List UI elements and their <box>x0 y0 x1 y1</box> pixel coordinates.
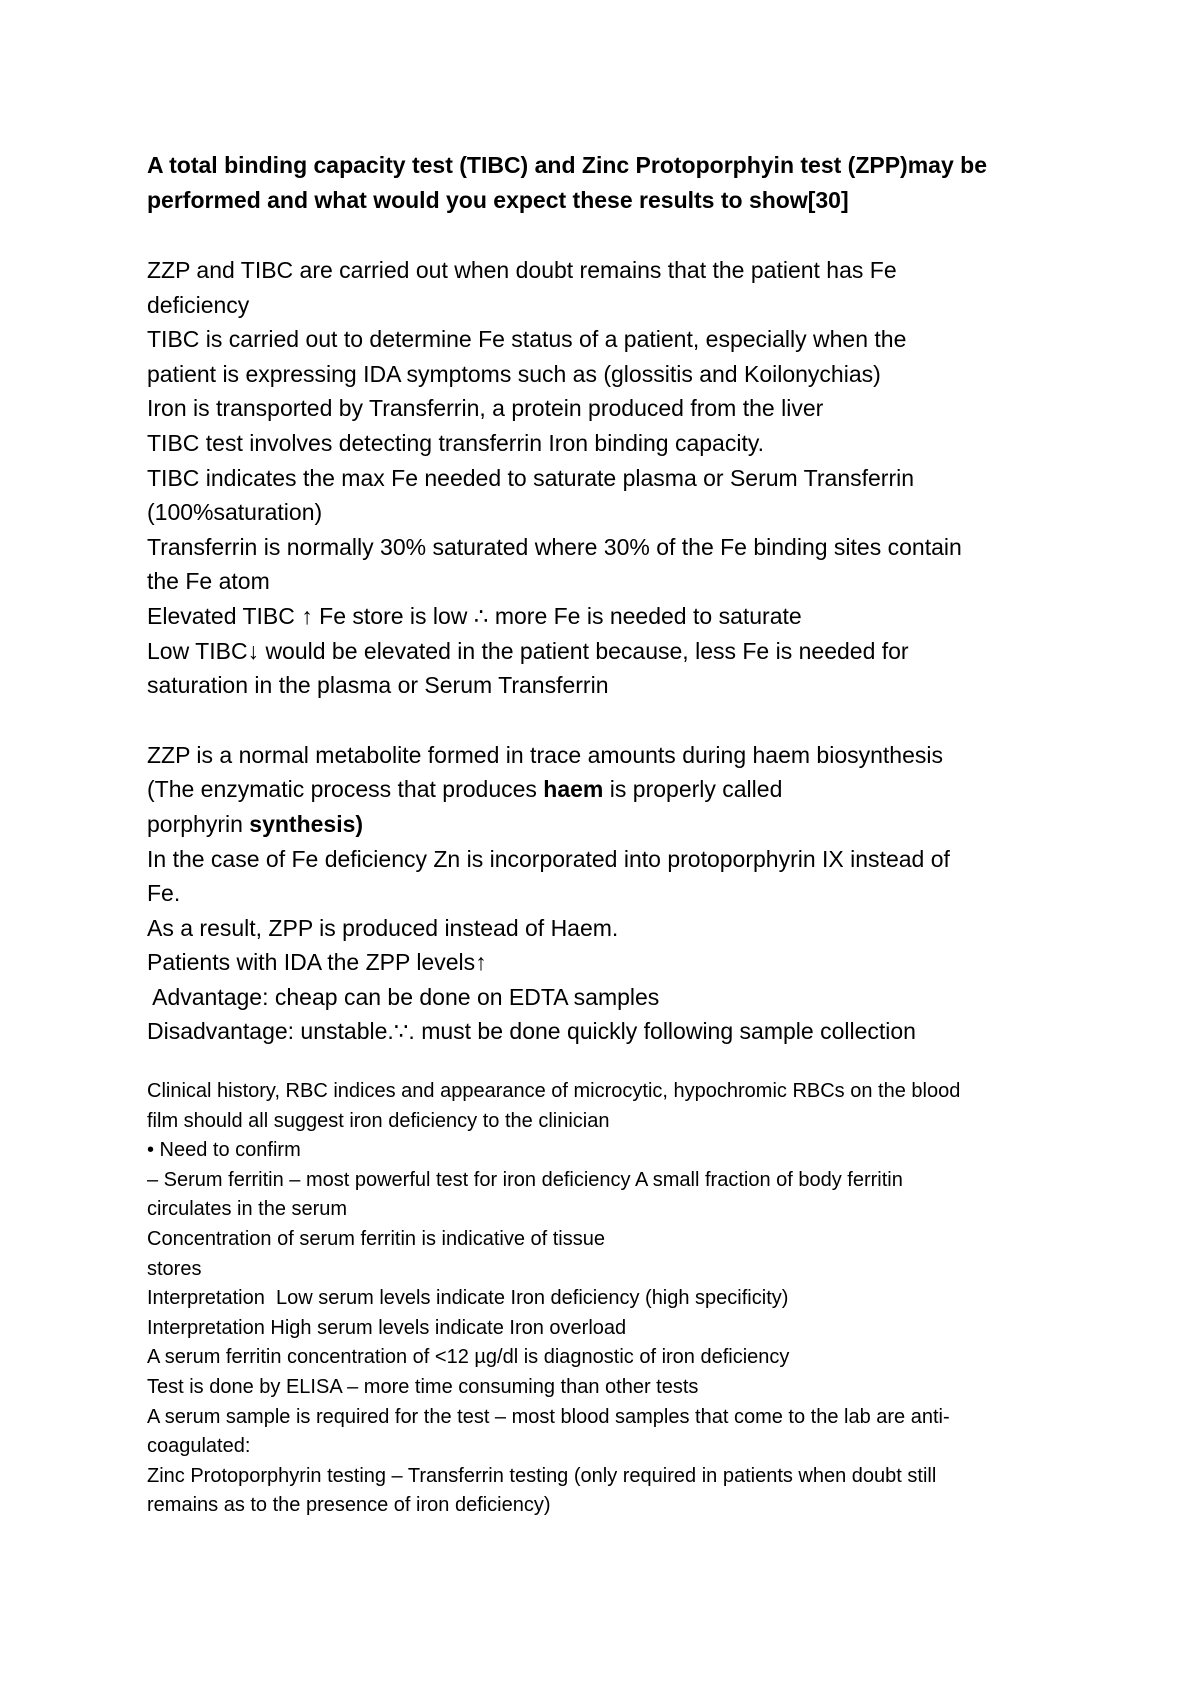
text-fragment: porphyrin <box>147 810 250 837</box>
text-line: ZZP and TIBC are carried out when doubt remains that the patient has Fe <box>147 257 897 283</box>
text-line: saturation in the plasma or Serum Transferrin <box>147 672 609 699</box>
text-line: coagulated: <box>147 1435 251 1458</box>
text-line: Fe. <box>147 880 181 907</box>
question-heading <box>147 148 1087 218</box>
text-line: patient is expressing IDA symptoms such as (glossitis and Koilonychias) <box>147 360 881 387</box>
text-line: the Fe atom <box>147 568 270 595</box>
bold-term: haem <box>543 776 604 803</box>
text-line: Disadvantage: unstable.∵. must be done quickly following sample collection <box>147 1018 916 1045</box>
text-line: Advantage: cheap can be done on EDTA samples <box>147 983 660 1010</box>
text-line: ZZP is a normal metabolite formed in trace amounts during haem biosynthesis <box>147 741 944 768</box>
text-line: • Need to confirm <box>147 1139 301 1162</box>
text-line: Patients with IDA the ZPP levels↑ <box>147 949 487 976</box>
ferritin-section <box>147 1077 1087 1521</box>
text-line: As a result, ZPP is produced instead of Haem. <box>147 914 619 941</box>
text-line <box>147 772 1087 807</box>
text-line: Elevated TIBC ↑ Fe store is low ∴ more Fe is needed to saturate <box>147 602 802 629</box>
text-line: Iron is transported by Transferrin, a protein produced from the liver <box>147 395 824 422</box>
text-line: A serum sample is required for the test – most blood samples that come to the lab are anti- <box>147 1405 950 1428</box>
text-line: TIBC test involves detecting transferrin Iron binding capacity. <box>147 429 765 456</box>
text-line: remains as to the presence of iron deficiency) <box>147 1494 551 1517</box>
text-line: Zinc Protoporphyrin testing – Transferrin testing (only required in patients when doubt still <box>147 1464 937 1487</box>
heading-line-2: performed and what would you expect these results to show[30] <box>147 187 849 213</box>
text-line <box>147 807 1087 842</box>
text-fragment: is properly called <box>603 776 783 803</box>
text-line: TIBC indicates the max Fe needed to saturate plasma or Serum Transferrin <box>147 464 915 491</box>
text-line: stores <box>147 1257 202 1280</box>
text-fragment: (The enzymatic process that produces <box>147 776 544 803</box>
text-line: Interpretation Low serum levels indicate Iron deficiency (high specificity) <box>147 1287 789 1310</box>
heading-line-1: A total binding capacity test (TIBC) and Zinc Protoporphyin test (ZPP)may be <box>147 152 987 178</box>
text-line: – Serum ferritin – most powerful test for iron deficiency A small fraction of body ferritin <box>147 1168 903 1191</box>
text-line: circulates in the serum <box>147 1198 348 1221</box>
text-line: (100%saturation) <box>147 499 323 526</box>
document-page <box>147 148 1087 1521</box>
zzp-section <box>147 738 1087 1049</box>
text-line: Concentration of serum ferritin is indicative of tissue <box>147 1228 605 1251</box>
tibc-section <box>147 253 1087 703</box>
text-line: Test is done by ELISA – more time consuming than other tests <box>147 1376 699 1398</box>
text-line: Clinical history, RBC indices and appearance of microcytic, hypochromic RBCs on the blood <box>147 1080 961 1103</box>
text-line: Low TIBC↓ would be elevated in the patient because, less Fe is needed for <box>147 637 909 664</box>
text-line: In the case of Fe deficiency Zn is incorporated into protoporphyrin IX instead of <box>147 845 950 872</box>
bold-term: synthesis) <box>249 810 364 837</box>
text-line: A serum ferritin concentration of <12 µg/dl is diagnostic of iron deficiency <box>147 1346 790 1369</box>
text-line: Interpretation High serum levels indicate Iron overload <box>147 1316 627 1339</box>
text-line: film should all suggest iron deficiency to the clinician <box>147 1109 610 1132</box>
text-line: Transferrin is normally 30% saturated where 30% of the Fe binding sites contain <box>147 533 962 560</box>
text-line: TIBC is carried out to determine Fe status of a patient, especially when the <box>147 326 907 353</box>
text-line: deficiency <box>147 291 250 318</box>
